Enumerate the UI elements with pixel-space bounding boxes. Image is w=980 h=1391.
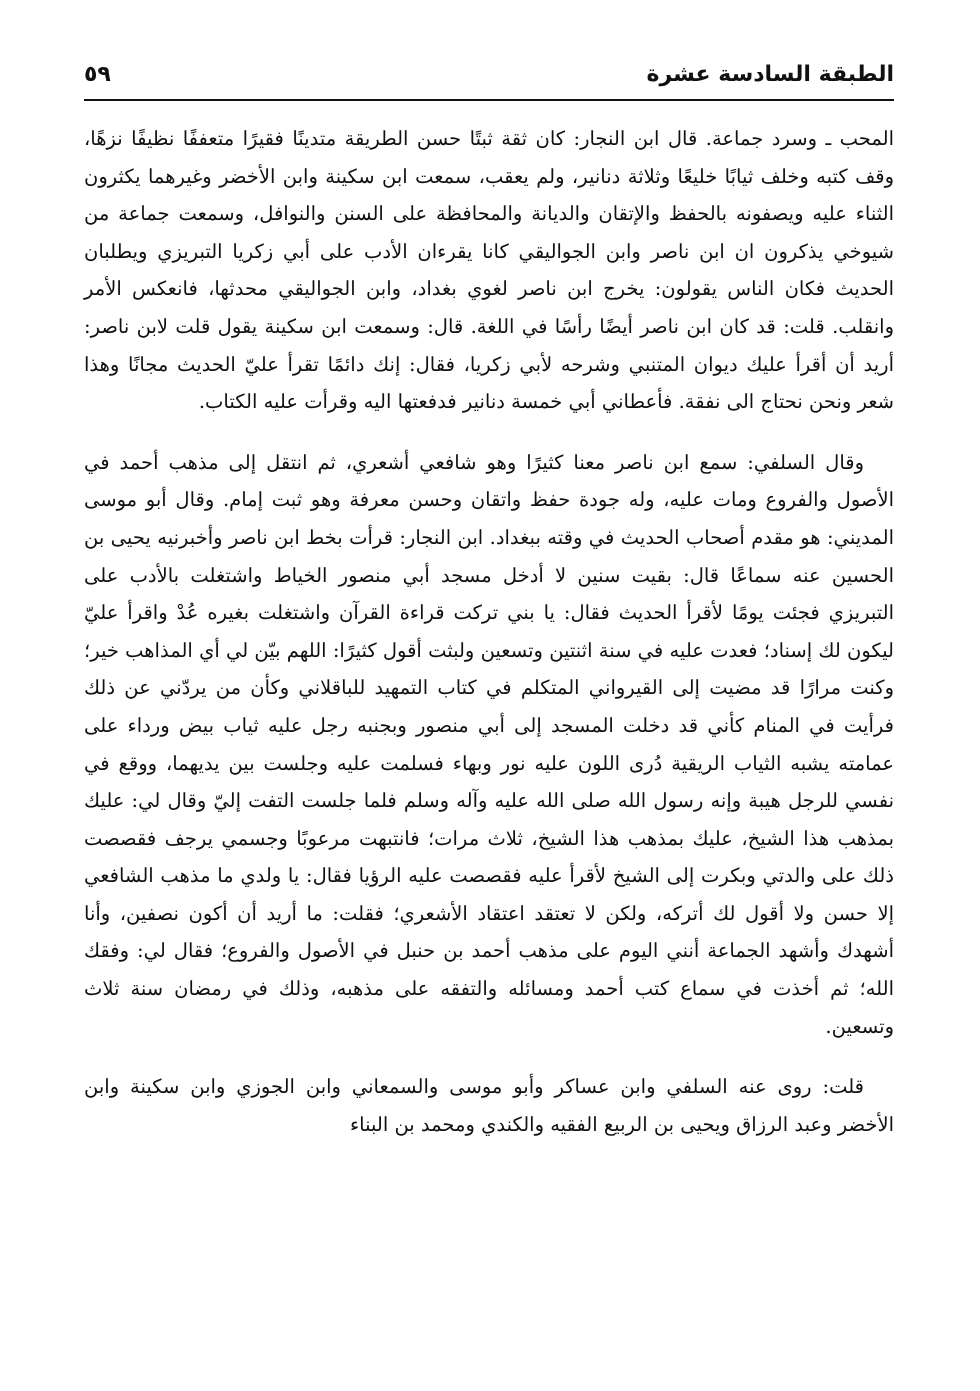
paragraph-2: وقال السلفي: سمع ابن ناصر معنا كثيرًا وهو شافعي أشعري، ثم انتقل إلى مذهب أحمد في الأصول والفروع ومات عليه، وله جودة حفظ واتقان وحسن معرفة وهو ثبت إمام. وقال أبو موسى المديني: هو مقدم أصحاب الحديث في وقته ببغداد. ابن النجار: قرأت بخط ابن ناصر وأخبرنيه يحيى بن الحسين عنه سماعًا قال: بقيت سنين لا أدخل مسجد أبي منصور الخياط واشتغلت بالأدب على التبريزي فجئت يومًا لأقرأ الحديث فقال: يا بني تركت قراءة القرآن واشتغلت بغيره عُدْ واقرأ عليّ ليكون لك إسناد؛ فعدت عليه في سنة اثنتين وتسعين ولبثت أقول كثيرًا: اللهم بيّن لي أي المذاهب خير؛ وكنت مرارًا قد مضيت إلى القيرواني المتكلم في كتاب التمهيد للباقلاني وكأن من يردّني عن ذلك فرأيت في المنام كأني قد دخلت المسجد إلى أبي منصور وبجنبه رجل عليه ثياب بيض ورداء على عمامته يشبه الثياب الريقية دُرى اللون عليه نور وبهاء فسلمت عليه وجلست بين يديهما، ووقع في نفسي للرجل هيبة وإنه رسول الله صلى الله عليه وآله وسلم فلما جلست التفت إليّ وقال لي: عليك بمذهب هذا الشيخ، عليك بمذهب هذا الشيخ، ثلاث مرات؛ فانتبهت مرعوبًا وجسمي يرجف فقصصت ذلك على والدتي وبكرت إلى الشيخ لأقرأ عليه فقصصت عليه الرؤيا فقال: يا ولدي ما مذهب الشافعي إلا حسن ولا أقول لك أتركه، ولكن لا تعتقد اعتقاد الأشعري؛ فقلت: ما أريد أن أكون نصفين، وأنا أشهدك وأشهد الجماعة أنني اليوم على مذهب أحمد بن حنبل في الأصول والفروع؛ فقال لي: وفقك الله؛ ثم أخذت في سماع كتب أحمد ومسائله والتفقه على مذهبه، وذلك في رمضان سنة ثلاث وتسعين. [84, 450, 894, 1038]
paragraph-3: قلت: روى عنه السلفي وابن عساكر وأبو موسى والسمعاني وابن الجوزي وابن سكينة وابن الأخضر وعبد الرزاق ويحيى بن الربيع الفقيه والكندي ومحمد بن البناء [84, 1075, 894, 1136]
running-title: الطبقة السادسة عشرة [646, 61, 894, 87]
body-text [84, 120, 894, 1143]
paragraph-1: المحب ـ وسرد جماعة. قال ابن النجار: كان ثقة ثبتًا حسن الطريقة متدينًا فقيرًا متعففًا نظيفًا نزهًا، وقف كتبه وخلف ثيابًا خليعًا وثلاثة دنانير، ولم يعقب، سمعت ابن سكينة وابن الأخضر وغيرهما يكثرون الثناء عليه ويصفونه بالحفظ والإتقان والديانة والمحافظة على السنن والنوافل، وسمعت جماعة من شيوخي يذكرون ان ابن ناصر وابن الجواليقي كانا يقرءان الأدب على أبي زكريا التبريزي ويطلبان الحديث فكان الناس يقولون: يخرج ابن ناصر لغوي بغداد، وابن الجواليقي محدثها، فانعكس الأمر وانقلب. قلت: قد كان ابن ناصر أيضًا رأسًا في اللغة. قال: وسمعت ابن سكينة يقول قلت لابن ناصر: أريد أن أقرأ عليك ديوان المتنبي وشرحه لأبي زكريا، فقال: إنك دائمًا تقرأ عليّ الحديث مجانًا وهذا شعر ونحن نحتاج الى نفقة. فأعطاني أبي خمسة دنانير فدفعتها اليه وقرأت عليه الكتاب. [84, 127, 894, 414]
page-number: ٥٩ [84, 61, 111, 87]
header-divider [84, 99, 894, 101]
page-header [84, 54, 894, 94]
